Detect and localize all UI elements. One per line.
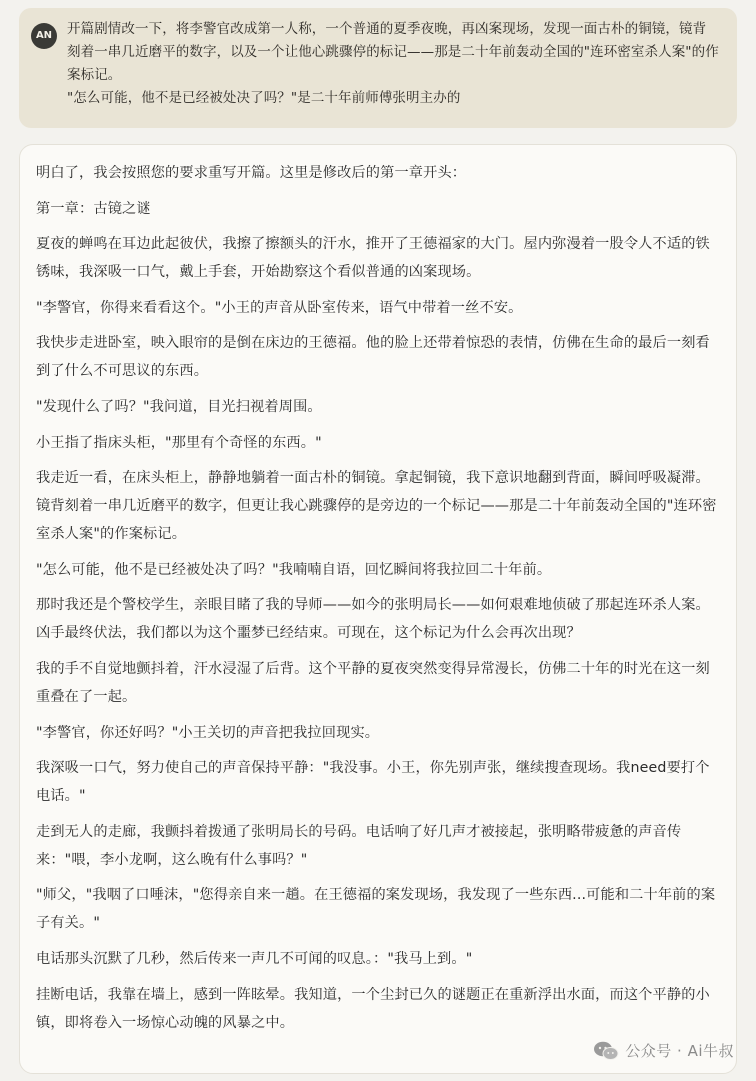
- response-paragraph: 我的手不自觉地颤抖着，汗水浸湿了后背。这个平静的夏夜突然变得异常漫长，仿佛二十年的时光在这一刻重叠在了一起。: [36, 660, 710, 705]
- response-paragraph: "李警官，你得来看看这个。"小王的声音从卧室传来，语气中带着一丝不安。: [36, 299, 523, 316]
- response-paragraph: 我快步走进卧室，映入眼帘的是倒在床边的王德福。他的脸上还带着惊恐的表情，仿佛在生命的最后一刻看到了什么不可思议的东西。: [36, 335, 710, 380]
- response-paragraph: 走到无人的走廊，我颤抖着拨通了张明局长的号码。电话响了好几声才被接起，张明略带疲惫的声音传来："喂，李小龙啊，这么晚有什么事吗？": [36, 823, 682, 868]
- user-message-line: 开篇剧情改一下，将李警官改成第一人称，一个普通的夏季夜晚，再凶案现场，发现一面古朴的铜镜，镜背刻着一串几近磨平的数字，以及一个让他心跳骤停的标记——那是二十年前轰动全国的"连环密室杀人案"的作案标记。: [67, 21, 719, 83]
- user-avatar: AN: [31, 23, 57, 49]
- response-paragraph: "师父，"我咽了口唾沫，"您得亲自来一趟。在王德福的案发现场，我发现了一些东西...可能和二十年前的案子有关。": [36, 887, 716, 932]
- watermark: [593, 1040, 734, 1061]
- response-paragraph: 那时我还是个警校学生，亲眼目睹了我的导师——如今的张明局长——如何艰难地侦破了那起连环杀人案。凶手最终伏法，我们都以为这个噩梦已经结束。可现在，这个标记为什么会再次出现？: [36, 597, 710, 642]
- wechat-icon: [593, 1041, 619, 1061]
- user-message-line: "怎么可能，他不是已经被处决了吗？"是二十年前师傅张明主办的: [67, 90, 461, 106]
- response-paragraph: 挂断电话，我靠在墙上，感到一阵眩晕。我知道，一个尘封已久的谜题正在重新浮出水面，而这个平静的小镇，即将卷入一场惊心动魄的风暴之中。: [36, 986, 710, 1031]
- user-message-text: [67, 18, 719, 110]
- response-paragraph: "发现什么了吗？"我问道，目光扫视着周围。: [36, 398, 322, 415]
- response-paragraph: 我深吸一口气，努力使自己的声音保持平静："我没事。小王，你先别声张，继续搜查现场。我need要打个电话。": [36, 760, 710, 805]
- assistant-message: [19, 144, 737, 1074]
- response-paragraph: "李警官，你还好吗？"小王关切的声音把我拉回现实。: [36, 724, 380, 741]
- chapter-title: 第一章：古镜之谜: [36, 200, 151, 217]
- response-paragraph: 电话那头沉默了几秒，然后传来一声几不可闻的叹息。："我马上到。": [36, 950, 473, 967]
- response-paragraph: 明白了，我会按照您的要求重写开篇。这里是修改后的第一章开头：: [36, 165, 467, 181]
- response-paragraph: 小王指了指床头柜，"那里有个奇怪的东西。": [36, 434, 322, 451]
- user-message: [19, 8, 737, 128]
- watermark-text: 公众号 · Ai牛叔: [625, 1042, 734, 1060]
- response-paragraph: "怎么可能，他不是已经被处决了吗？"我喃喃自语，回忆瞬间将我拉回二十年前。: [36, 561, 552, 578]
- response-paragraph: 夏夜的蝉鸣在耳边此起彼伏，我擦了擦额头的汗水，推开了王德福家的大门。屋内弥漫着一股令人不适的铁锈味，我深吸一口气，戴上手套，开始勘察这个看似普通的凶案现场。: [36, 236, 710, 281]
- response-paragraph: 我走近一看，在床头柜上，静静地躺着一面古朴的铜镜。拿起铜镜，我下意识地翻到背面，瞬间呼吸凝滞。镜背刻着一串几近磨平的数字，但更让我心跳骤停的是旁边的一个标记——那是二十年前轰动全国的"连环密室杀人案"的作案标记。: [36, 470, 717, 543]
